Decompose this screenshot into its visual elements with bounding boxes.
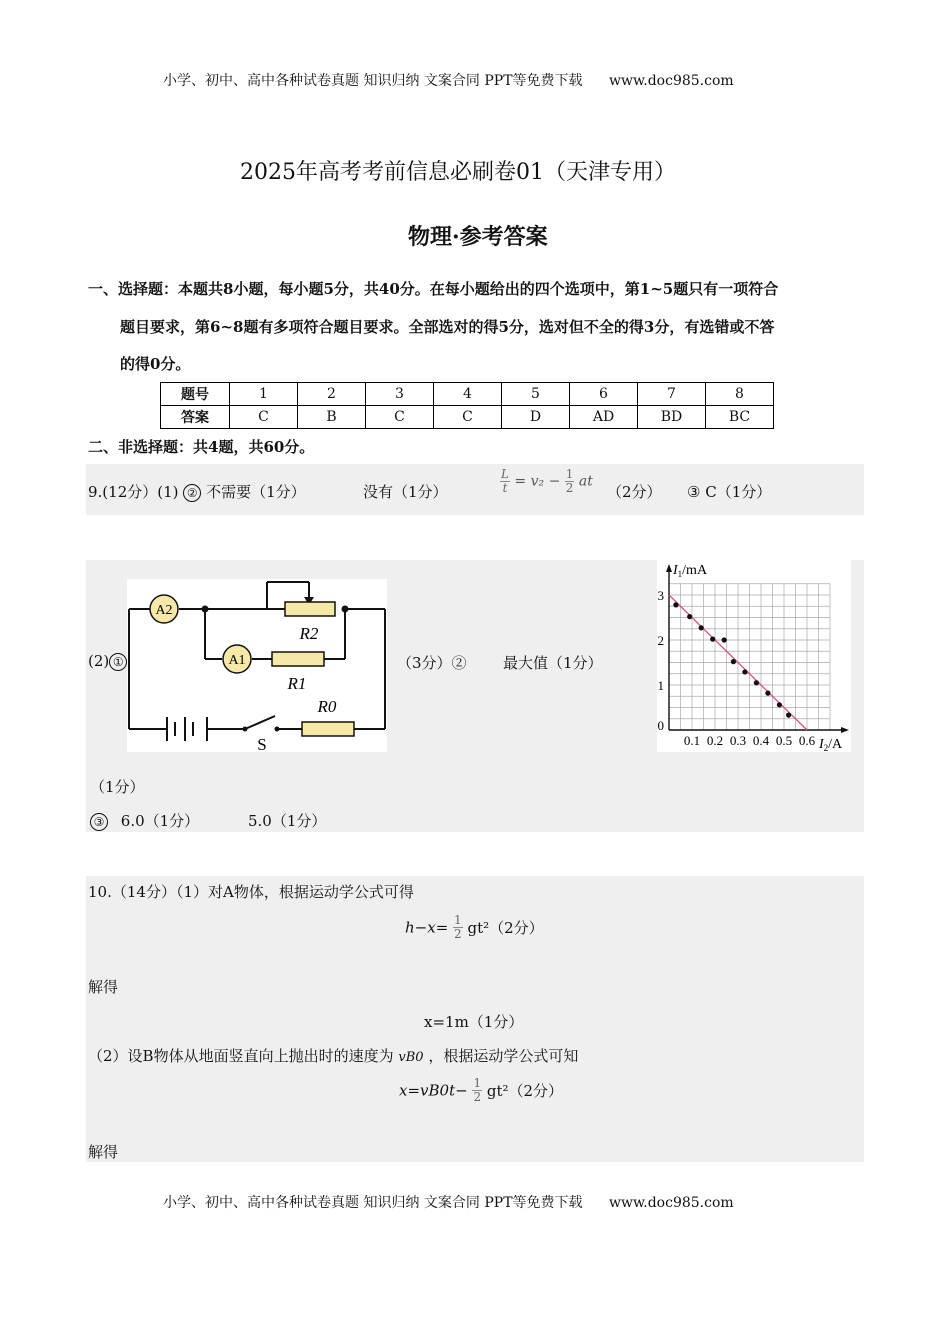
page-footer	[163, 1192, 734, 1212]
resistor-r0-label: R0	[317, 697, 337, 716]
eq1-num: 1	[454, 913, 462, 927]
circled-2: ②	[183, 484, 201, 502]
table-cell: 3	[366, 383, 434, 406]
y-tick-label: 1	[657, 678, 664, 693]
x-tick-label: 0.4	[752, 733, 770, 748]
table-header-number: 题号	[161, 383, 230, 406]
ammeter-a1-label: A1	[228, 653, 246, 668]
data-point	[710, 637, 715, 642]
ammeter-a2-label: A2	[155, 603, 173, 618]
eq3-den: 2	[473, 1090, 482, 1104]
eq3-num: 1	[473, 1076, 482, 1090]
q9-answer1: 不需要（1分）	[206, 483, 306, 501]
section1-line2: 题目要求，第6~8题有多项符合题目要求。全部选对的得5分，选对但不全的得3分，有选错或不答	[120, 318, 775, 336]
q10-eq2: x=1m（1分）	[424, 1013, 524, 1031]
x-tick-label: 0.6	[798, 733, 816, 748]
table-row-answers	[161, 406, 774, 429]
table-cell: C	[434, 406, 502, 429]
q9-2-value2: 5.0（1分）	[247, 812, 327, 830]
switch-label: S	[257, 735, 267, 752]
q9-2-value1: 6.0（1分）	[120, 812, 200, 830]
data-point	[673, 602, 678, 607]
table-cell: C	[366, 406, 434, 429]
data-point	[754, 680, 759, 685]
page-title: 2025年高考考前信息必刷卷01（天津专用）	[240, 160, 676, 185]
graph-i1-i2	[657, 560, 851, 752]
q10-solve2: 解得	[88, 1143, 119, 1161]
q9-formula	[500, 468, 593, 495]
q10-line2-text: （2）设B物体从地面竖直向上抛出时的速度为	[88, 1047, 394, 1065]
eq1-den: 2	[454, 927, 462, 941]
data-point	[765, 691, 770, 696]
table-cell: BC	[706, 406, 774, 429]
eq1-left: h−x=	[405, 918, 449, 937]
section1-line3: 的得0分。	[120, 355, 191, 373]
q9-2-lead	[88, 652, 127, 671]
data-point	[742, 669, 747, 674]
page-header	[163, 70, 734, 90]
table-row-numbers	[161, 383, 774, 406]
footer-text: 小学、初中、高中各种试卷真题 知识归纳 文案合同 PPT等免费下载	[163, 1195, 583, 1211]
x-tick-label: 0.1	[683, 733, 701, 748]
q9-answer2: 没有（1分）	[363, 483, 448, 501]
section1-line1: 一、选择题：本题共8小题，每小题5分，共40分。在每小题给出的四个选项中，第1~5题只有一项符合	[88, 280, 779, 298]
answer-table	[160, 382, 774, 429]
table-cell: 2	[298, 383, 366, 406]
q10-line2-end: ，根据运动学公式可知	[428, 1047, 579, 1065]
x-axis-label: $I_2/A$	[819, 737, 843, 752]
formula-two: 2	[565, 481, 574, 495]
q9-label: 9.(12分）(1)	[88, 483, 179, 501]
table-cell: 7	[638, 383, 706, 406]
header-url[interactable]: www.doc985.com	[608, 73, 734, 89]
x-tick-label: 0.5	[775, 733, 793, 748]
circled-3: ③	[687, 483, 701, 501]
data-point	[777, 702, 782, 707]
formula-L: L	[501, 467, 509, 481]
q9-score2: （2分）	[607, 483, 662, 501]
q10-line1: 10.（14分）（1）对A物体，根据运动学公式可得	[88, 883, 414, 901]
table-cell: AD	[570, 406, 638, 429]
data-point	[731, 659, 736, 664]
q10-eq1	[405, 914, 544, 941]
resistor-r1-label: R1	[287, 674, 307, 693]
q9-2-part3	[90, 810, 326, 831]
q9-answer3-wrap	[687, 481, 771, 502]
q10-line2	[88, 1045, 578, 1066]
data-point	[722, 637, 727, 642]
table-cell: D	[502, 406, 570, 429]
y-axis-label: $I_1/mA$	[673, 563, 708, 579]
table-cell: 1	[230, 383, 298, 406]
eq3-right: gt²（2分）	[486, 1082, 564, 1100]
q10-solve1: 解得	[88, 978, 119, 996]
data-point	[699, 625, 704, 630]
q9-answer3: C（1分）	[705, 483, 772, 501]
header-text: 小学、初中、高中各种试卷真题 知识归纳 文案合同 PPT等免费下载	[163, 73, 583, 89]
q10-eq3	[399, 1077, 563, 1104]
formula-at: at	[578, 473, 593, 490]
circled-1: ①	[109, 653, 127, 671]
x-tick-label: 0.2	[706, 733, 724, 748]
eq3-left: x=vB0t−	[399, 1081, 468, 1100]
q9-2-score: （3分）②	[397, 654, 467, 672]
q9-2-score1: （1分）	[90, 778, 145, 796]
q9-2-label: (2)	[88, 652, 110, 670]
table-header-answer: 答案	[161, 406, 230, 429]
formula-eq: = v₂ −	[514, 473, 561, 490]
q10-line2-var: vB0	[398, 1050, 424, 1065]
circled-3-b: ③	[90, 813, 108, 831]
footer-url[interactable]: www.doc985.com	[608, 1195, 734, 1211]
table-cell: C	[230, 406, 298, 429]
table-cell: 8	[706, 383, 774, 406]
page-subtitle: 物理·参考答案	[408, 224, 548, 250]
y-tick-label: 0	[657, 718, 664, 733]
table-cell: BD	[638, 406, 706, 429]
q9-lead	[88, 481, 306, 502]
q9-2-max: 最大值（1分）	[503, 654, 603, 672]
y-tick-label: 3	[657, 588, 664, 603]
table-cell: 5	[502, 383, 570, 406]
resistor-r2-label: R2	[299, 624, 319, 643]
table-cell: 4	[434, 383, 502, 406]
circuit-diagram	[127, 579, 387, 752]
formula-t: t	[502, 481, 508, 495]
table-cell: B	[298, 406, 366, 429]
formula-one: 1	[565, 467, 574, 481]
table-cell: 6	[570, 383, 638, 406]
eq1-right: gt²（2分）	[467, 919, 544, 937]
x-tick-label: 0.3	[729, 733, 747, 748]
section2-heading: 二、非选择题：共4题，共60分。	[88, 438, 315, 456]
data-point	[786, 713, 791, 718]
data-point	[687, 614, 692, 619]
y-tick-label: 2	[657, 633, 664, 648]
